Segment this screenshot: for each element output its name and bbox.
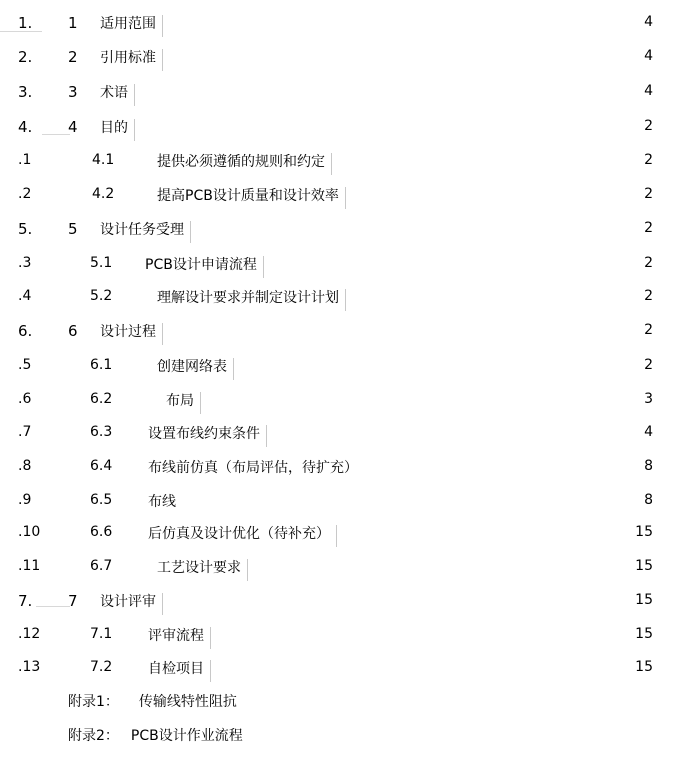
toc-page: 15 bbox=[635, 626, 653, 642]
toc-title: 创建网络表 bbox=[157, 358, 234, 380]
toc-page: 2 bbox=[644, 220, 653, 236]
corner-mark bbox=[0, 31, 42, 42]
toc-index: .11 bbox=[18, 558, 41, 574]
toc-number: 4 bbox=[68, 118, 78, 136]
toc-index: 3. bbox=[18, 83, 33, 101]
toc-number: 7.1 bbox=[90, 626, 113, 642]
toc-index: .3 bbox=[18, 255, 32, 271]
toc-page: 8 bbox=[644, 458, 653, 474]
toc-row[interactable] bbox=[0, 218, 686, 242]
toc-index: .1 bbox=[18, 152, 32, 168]
toc-page: 4 bbox=[644, 14, 653, 30]
toc-index: .6 bbox=[18, 391, 32, 407]
toc-row[interactable] bbox=[0, 12, 686, 36]
toc-row[interactable] bbox=[0, 355, 686, 379]
toc-row[interactable] bbox=[0, 46, 686, 70]
toc-title: 评审流程 bbox=[148, 627, 211, 649]
toc-page: 2 bbox=[644, 152, 653, 168]
toc-page: 15 bbox=[635, 524, 653, 540]
toc-number: 6 bbox=[68, 322, 78, 340]
toc-row[interactable] bbox=[0, 590, 686, 614]
toc-page: 3 bbox=[644, 391, 653, 407]
toc-title: 设计任务受理 bbox=[100, 221, 191, 243]
toc-page: 2 bbox=[644, 357, 653, 373]
appendix-title: 传输线特性阻抗 bbox=[138, 694, 237, 710]
toc-number: 6.3 bbox=[90, 424, 113, 440]
appendix-line[interactable] bbox=[68, 691, 237, 711]
appendix-label: 附录1： bbox=[68, 694, 119, 710]
toc-row[interactable] bbox=[0, 456, 686, 480]
toc-index: .9 bbox=[18, 492, 32, 508]
toc-page: 4 bbox=[644, 83, 653, 99]
toc-title: 自检项目 bbox=[148, 660, 211, 682]
toc-number: 6.6 bbox=[90, 524, 113, 540]
toc-page: 2 bbox=[644, 322, 653, 338]
toc-title: PCB设计申请流程 bbox=[145, 256, 264, 278]
toc-number: 6.7 bbox=[90, 558, 113, 574]
toc-row[interactable] bbox=[0, 116, 686, 140]
toc-title: 后仿真及设计优化（待补充） bbox=[148, 525, 337, 547]
corner-mark bbox=[36, 606, 70, 617]
toc-number: 7.2 bbox=[90, 659, 113, 675]
toc-index: .4 bbox=[18, 288, 32, 304]
toc-page: 15 bbox=[635, 592, 653, 608]
toc-title: 布局 bbox=[166, 392, 201, 414]
toc-page: 8 bbox=[644, 492, 653, 508]
appendix-label: 附录2： bbox=[68, 728, 119, 744]
toc-row[interactable] bbox=[0, 490, 686, 514]
toc-index: .7 bbox=[18, 424, 32, 440]
toc-index: 6. bbox=[18, 322, 33, 340]
toc-number: 4.1 bbox=[92, 152, 115, 168]
toc-index: 7. bbox=[18, 592, 33, 610]
corner-mark bbox=[42, 134, 70, 145]
toc-page: 15 bbox=[635, 558, 653, 574]
toc-number: 5.1 bbox=[90, 255, 113, 271]
toc-row[interactable] bbox=[0, 320, 686, 344]
toc-row[interactable] bbox=[0, 81, 686, 105]
toc-index: 2. bbox=[18, 48, 33, 66]
toc-row[interactable] bbox=[0, 657, 686, 681]
toc-number: 7 bbox=[68, 592, 78, 610]
toc-page: 15 bbox=[635, 659, 653, 675]
toc-page: 2 bbox=[644, 186, 653, 202]
toc-number: 1 bbox=[68, 14, 78, 32]
toc-row[interactable] bbox=[0, 286, 686, 310]
toc-title: 提高PCB设计质量和设计效率 bbox=[157, 187, 346, 209]
toc-number: 4.2 bbox=[92, 186, 115, 202]
toc-number: 5.2 bbox=[90, 288, 113, 304]
toc-title: 提供必须遵循的规则和约定 bbox=[157, 153, 332, 175]
toc-row[interactable] bbox=[0, 389, 686, 413]
toc-title: 工艺设计要求 bbox=[157, 559, 248, 581]
toc-index: .10 bbox=[18, 524, 41, 540]
toc-title: 目的 bbox=[100, 119, 135, 141]
toc-number: 6.5 bbox=[90, 492, 113, 508]
toc-title: 适用范围 bbox=[100, 15, 163, 37]
toc-index: 4. bbox=[18, 118, 33, 136]
toc-row[interactable] bbox=[0, 253, 686, 277]
toc-page: 2 bbox=[644, 118, 653, 134]
toc-index: 5. bbox=[18, 220, 33, 238]
toc-number: 6.4 bbox=[90, 458, 113, 474]
appendix-title: PCB设计作业流程 bbox=[130, 728, 243, 744]
toc-number: 3 bbox=[68, 83, 78, 101]
toc-title: 引用标准 bbox=[100, 49, 163, 71]
toc-number: 6.2 bbox=[90, 391, 113, 407]
toc-index: .13 bbox=[18, 659, 41, 675]
toc-number: 6.1 bbox=[90, 357, 113, 373]
toc-index: .2 bbox=[18, 186, 32, 202]
toc-title: 设置布线约束条件 bbox=[148, 425, 267, 447]
toc-row[interactable] bbox=[0, 556, 686, 580]
toc-page: 2 bbox=[644, 255, 653, 271]
toc-title: 设计过程 bbox=[100, 323, 163, 345]
toc-row[interactable] bbox=[0, 184, 686, 208]
toc-row[interactable] bbox=[0, 150, 686, 174]
toc-title: 布线前仿真（布局评估，待扩充） bbox=[148, 460, 358, 476]
toc-number: 2 bbox=[68, 48, 78, 66]
toc-title: 理解设计要求并制定设计计划 bbox=[157, 289, 346, 311]
toc-title: 布线 bbox=[148, 494, 176, 510]
toc-number: 5 bbox=[68, 220, 78, 238]
toc-index: .12 bbox=[18, 626, 41, 642]
toc-title: 设计评审 bbox=[100, 593, 163, 615]
toc-index: 1. bbox=[18, 14, 33, 32]
toc-page: 4 bbox=[644, 48, 653, 64]
toc-row[interactable] bbox=[0, 422, 686, 446]
toc-row[interactable] bbox=[0, 624, 686, 648]
toc-title: 术语 bbox=[100, 84, 135, 106]
toc-index: .5 bbox=[18, 357, 32, 373]
toc-index: .8 bbox=[18, 458, 32, 474]
toc-page: 4 bbox=[644, 424, 653, 440]
toc-row[interactable] bbox=[0, 522, 686, 546]
appendix-line[interactable] bbox=[68, 725, 243, 745]
toc-page: 2 bbox=[644, 288, 653, 304]
